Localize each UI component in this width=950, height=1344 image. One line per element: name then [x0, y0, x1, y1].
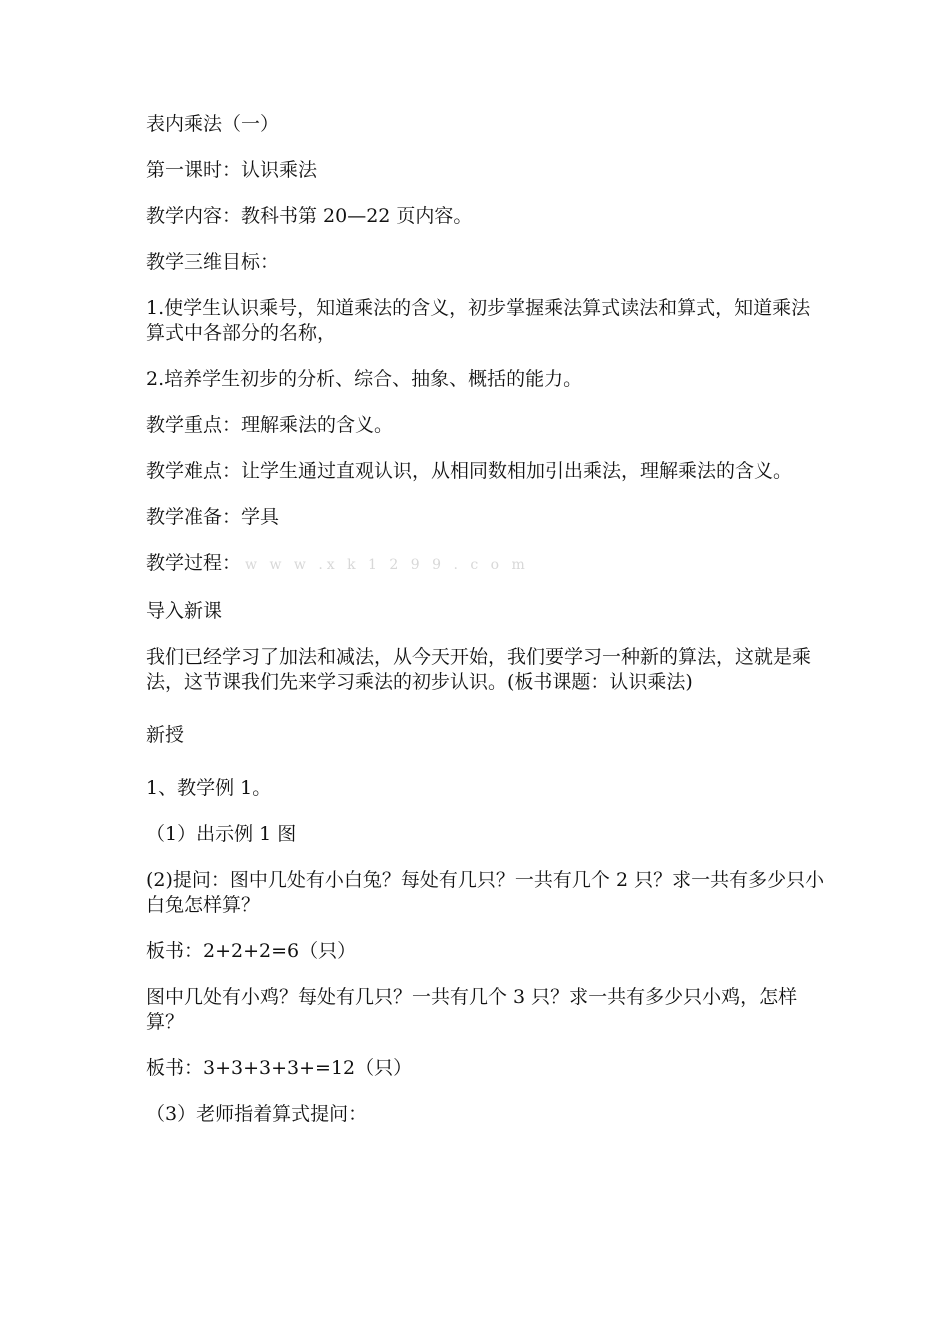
watermark: w w w .x k 1 2 9 9 . c o m: [245, 557, 529, 573]
step-1: （1）出示例 1 图: [146, 823, 297, 845]
example-1: 1、教学例 1。: [146, 777, 272, 799]
teaching-content: 教学内容：教科书第 20—22 页内容。: [146, 205, 473, 227]
board-1: 板书：2+2+2=6（只）: [146, 940, 357, 962]
document-page: [146, 112, 826, 1148]
lesson-title: 第一课时：认识乘法: [146, 159, 318, 181]
goals-heading: 教学三维目标：: [146, 251, 280, 273]
intro-text: 我们已经学习了加法和减法，从今天开始，我们要学习一种新的算法，这就是乘法，这节课我们先来学习乘法的初步认识。(板书课题：认识乘法): [146, 646, 812, 693]
process-label: 教学过程：: [146, 552, 242, 574]
intro-heading: 导入新课: [146, 600, 223, 622]
goal-2: 2.培养学生初步的分析、综合、抽象、概括的能力。: [146, 368, 583, 390]
goal-1: 1.使学生认识乘号，知道乘法的含义，初步掌握乘法算式读法和算式，知道乘法算式中各部分的名称，: [146, 297, 811, 344]
step-3: （3）老师指着算式提问：: [146, 1103, 368, 1125]
new-lesson-heading: 新授: [146, 724, 185, 746]
step-2: (2)提问：图中几处有小白兔？每处有几只？一共有几个 2 只？求一共有多少只小白兔怎样算？: [146, 869, 825, 916]
key-point: 教学重点：理解乘法的含义。: [146, 414, 394, 436]
preparation: 教学准备：学具: [146, 506, 280, 528]
process-line: [146, 551, 826, 578]
difficulty: 教学难点：让学生通过直观认识，从相同数相加引出乘法，理解乘法的含义。: [146, 460, 793, 482]
chicken-question: 图中几处有小鸡？每处有几只？一共有几个 3 只？求一共有多少只小鸡，怎样算？: [146, 986, 798, 1033]
board-2: 板书：3+3+3+3+=12（只）: [146, 1057, 413, 1079]
document-title: 表内乘法（一）: [146, 113, 280, 135]
